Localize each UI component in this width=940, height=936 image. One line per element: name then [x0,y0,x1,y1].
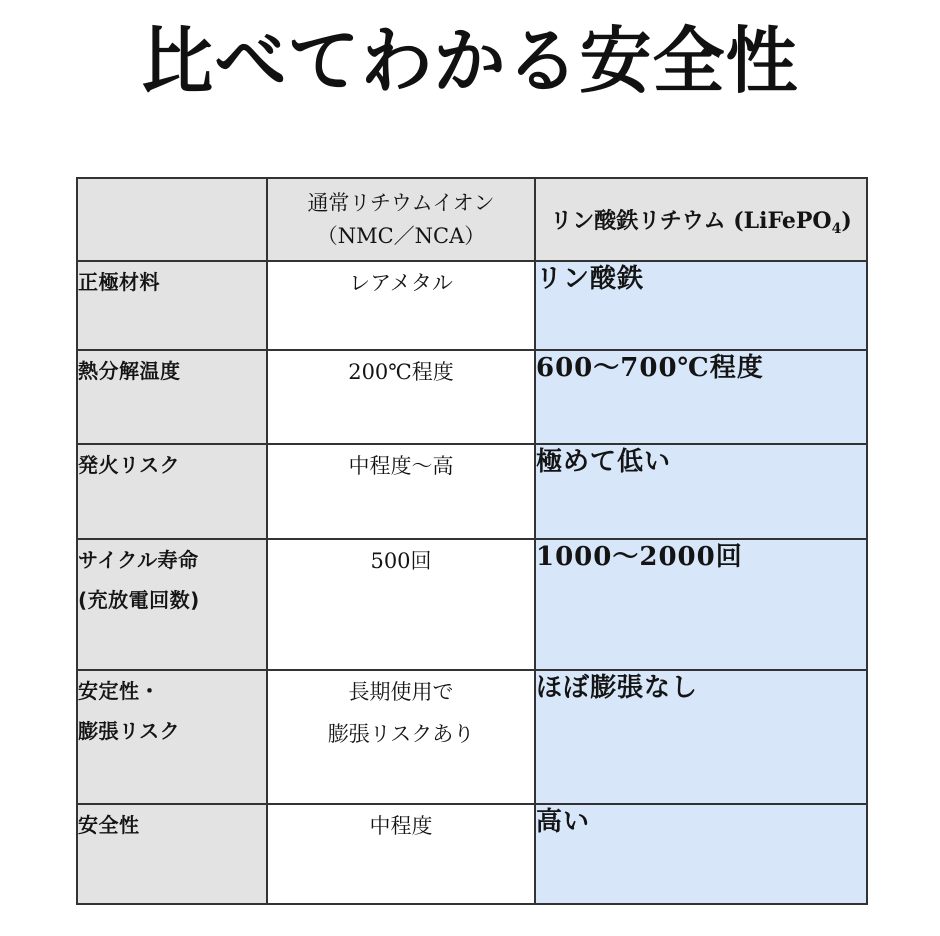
header-lifepo4-name: リン酸鉄リチウム (LiFePO [550,208,832,234]
lifepo4-safety [535,804,867,904]
label-thermal-decomposition-temp [77,350,267,444]
label-line: (充放電回数) [78,588,200,612]
label-safety [77,804,267,904]
header-lifepo4-subscript: 4 [831,221,842,237]
value-line: ほぼ膨張なし [536,673,699,703]
page-title: 比べてわかる安全性 [141,18,799,103]
nmc-safety [267,804,535,904]
label-stability-swelling-risk [77,670,267,804]
label-cathode-material [77,261,267,350]
value-line: 500回 [370,549,432,573]
row-cycle-life [77,539,867,670]
row-cathode-material [77,261,867,350]
value-line: レアメタル [349,271,453,295]
value-line: 中程度 [369,814,433,838]
header-nmc-cell [267,178,535,261]
label-line: 発火リスク [78,453,181,477]
label-line: 熱分解温度 [78,359,181,383]
value-line: 中程度～高 [348,454,454,478]
value-line: 600～700℃程度 [536,353,764,383]
nmc-thermal-decomposition-temp [267,350,535,444]
row-stability-swelling-risk [77,670,867,804]
nmc-stability-swelling-risk [267,670,535,804]
value-line: 高い [536,807,591,837]
lifepo4-ignition-risk [535,444,867,539]
header-blank-cell [77,178,267,261]
lifepo4-thermal-decomposition-temp [535,350,867,444]
value-line: 長期使用で [348,680,454,704]
value-line: 極めて低い [536,447,672,477]
lifepo4-stability-swelling-risk [535,670,867,804]
header-row [77,178,867,261]
value-line: リン酸鉄 [536,264,645,294]
lifepo4-cathode-material [535,261,867,350]
header-lifepo4-close-paren: ) [841,208,852,234]
label-cycle-life [77,539,267,670]
nmc-cathode-material [267,261,535,350]
value-line: 1000～2000回 [536,542,743,572]
row-ignition-risk [77,444,867,539]
label-line: 安定性・ [78,679,160,703]
header-nmc-line2: （NMC／NCA） [316,223,486,248]
nmc-ignition-risk [267,444,535,539]
header-lifepo4-cell [535,178,867,261]
header-nmc-line1: 通常リチウムイオン [307,190,495,215]
label-line: 安全性 [78,813,140,837]
label-ignition-risk [77,444,267,539]
label-line: 正極材料 [78,270,160,294]
row-safety [77,804,867,904]
row-thermal-decomposition-temp [77,350,867,444]
value-line: 200℃程度 [348,360,454,384]
label-line: サイクル寿命 [78,548,199,572]
comparison-table [76,177,868,905]
label-line: 膨張リスク [78,719,181,743]
lifepo4-cycle-life [535,539,867,670]
nmc-cycle-life [267,539,535,670]
value-line: 膨張リスクあり [327,722,475,746]
